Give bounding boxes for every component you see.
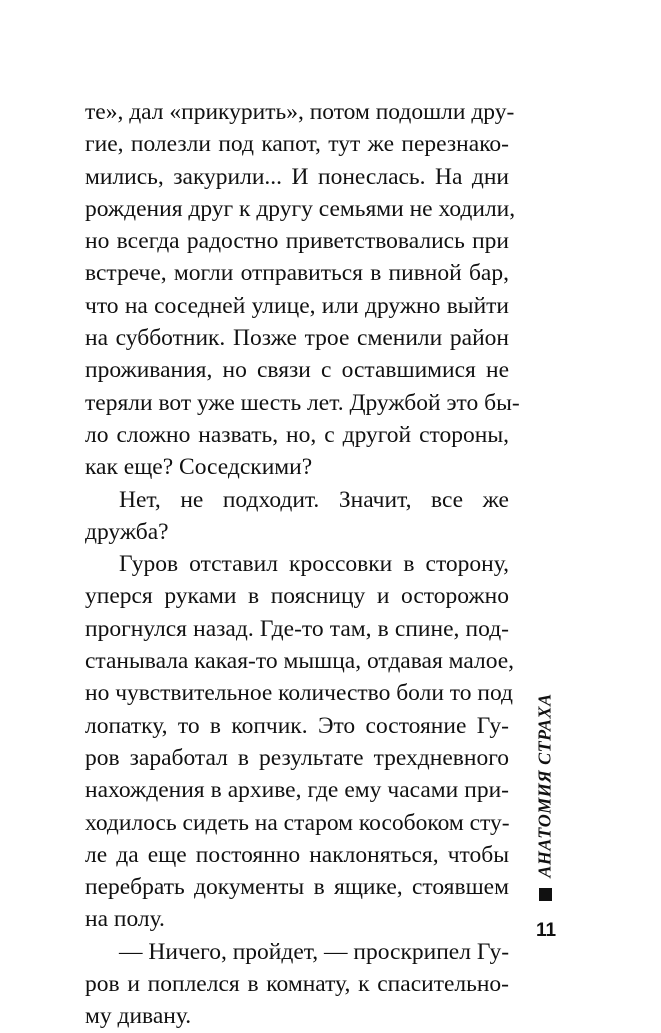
paragraph-3 [85, 548, 515, 936]
text-line: дружба? [85, 518, 169, 545]
text-line: на полу. [85, 906, 165, 933]
text-line: ле да еще постоянно наклоняться, чтобы [85, 841, 509, 868]
text-line: как еще? Соседскими? [85, 454, 313, 481]
text-line: Нет, не подходит. Значит, все же [119, 486, 509, 513]
text-line: теряли вот уже шесть лет. Дружбой это бы- [85, 389, 520, 416]
text-line: гие, полезли под капот, тут же перезнако- [85, 131, 509, 158]
text-line: станывала какая-то мышца, отдавая малое, [85, 648, 515, 675]
text-line: лопатку, то в копчик. Это состояние Гу- [85, 712, 509, 739]
text-line: те», дал «прикурить», потом подошли дру- [85, 99, 515, 125]
body-text [85, 96, 520, 1033]
paragraph-2 [85, 484, 509, 549]
text-line: но чувствительное количество боли то под [85, 680, 513, 707]
page-number: 11 [535, 920, 557, 941]
running-title [530, 690, 560, 880]
text-line: что на соседней улице, или дружно выйти [85, 292, 509, 319]
text-line: ло сложно назвать, но, с другой стороны, [85, 421, 509, 448]
text-line: рождения друг к другу семьями не ходили, [85, 195, 516, 222]
running-title-text: АНАТОМИЯ СТРАХА [534, 692, 555, 878]
text-line: ров заработал в результате трехдневного [85, 744, 509, 771]
text-line: ров и поплелся в комнату, к спасительно- [85, 971, 509, 998]
paragraph-4 [85, 936, 509, 1033]
text-line: прогнулся назад. Где-то там, в спине, под- [85, 615, 509, 642]
text-line: проживания, но связи с оставшимися не [85, 357, 509, 384]
text-line: ходилось сидеть на старом кособоком сту- [85, 809, 510, 836]
text-line: уперся руками в поясницу и осторожно [85, 583, 509, 610]
text-line: му дивану. [85, 1003, 192, 1030]
text-line: нахождения в архиве, где ему часами при- [85, 777, 509, 804]
paragraph-1 [85, 96, 520, 484]
text-line: на субботник. Позже трое сменили район [85, 325, 509, 352]
text-line: — Ничего, пройдет, — проскрипел Гу- [119, 938, 510, 965]
text-line: встрече, могли отправиться в пивной бар, [85, 260, 509, 287]
text-line: мились, закурили... И понеслась. На дни [85, 163, 509, 190]
text-line: перебрать документы в ящике, стоявшем [85, 874, 509, 901]
text-line: но всегда радостно приветствовались при [85, 228, 509, 255]
square-marker-icon [539, 888, 552, 901]
text-line: Гуров отставил кроссовки в сторону, [119, 551, 509, 578]
